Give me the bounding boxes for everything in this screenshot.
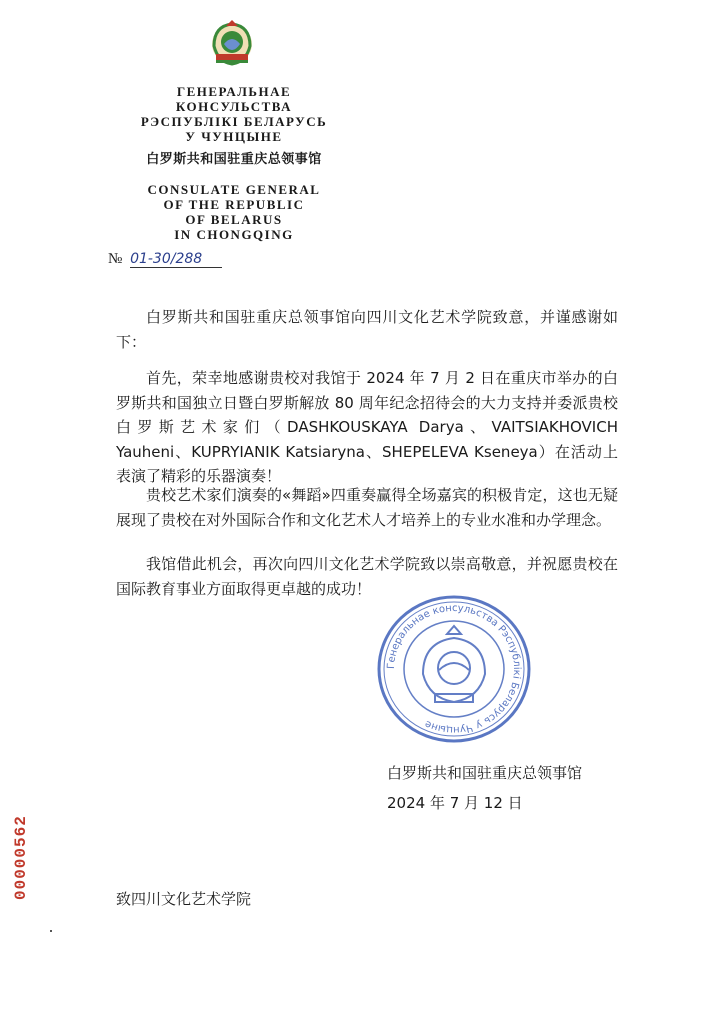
- header-english: [100, 182, 368, 242]
- letter-date: 2024 年 7 月 12 日: [387, 794, 523, 812]
- header-line: OF THE REPUBLIC: [163, 197, 305, 212]
- reference-value: 01-30/288: [130, 251, 222, 268]
- header-line: CONSULATE GENERAL: [147, 182, 321, 197]
- addressee: 致四川文化艺术学院: [116, 890, 252, 908]
- header-chinese: 白罗斯共和国驻重庆总领事馆: [146, 152, 322, 167]
- consulate-seal-icon: [373, 594, 535, 744]
- reference-number: [108, 251, 222, 268]
- letter-paragraph-1: 白罗斯共和国驻重庆总领事馆向四川文化艺术学院致意，并谨感谢如下：: [116, 308, 618, 351]
- sender-name: 白罗斯共和国驻重庆总领事馆: [387, 764, 583, 782]
- svg-text:Генеральнае консульства Рэспуб: [386, 603, 523, 735]
- header-line: РЭСПУБЛІКІ БЕЛАРУСЬ: [140, 114, 328, 129]
- header-line: У ЧУНЦЫНЕ: [185, 129, 283, 144]
- seal-text: Генеральнае консульства Рэспублікі Беларусь у Чунцыне: [385, 602, 523, 736]
- header-belarusian: [100, 84, 368, 144]
- letter-paragraph-3: 贵校艺术家们演奏的«舞蹈»四重奏赢得全场嘉宾的积极肯定，这也无疑展现了贵校在对外国际合作和文化艺术人才培养上的专业水准和办学理念。: [116, 486, 618, 529]
- reference-prefix: №: [108, 251, 123, 267]
- header-line: IN CHONGQING: [174, 227, 294, 242]
- header-line: OF BELARUS: [185, 212, 283, 227]
- belarus-coat-of-arms-icon: [206, 16, 258, 68]
- serial-number: 00000562: [12, 815, 30, 900]
- header-line: ГЕНЕРАЛЬНАЕ: [176, 84, 292, 99]
- letter-paragraph-4: 我馆借此机会，再次向四川文化艺术学院致以崇高敬意，并祝愿贵校在国际教育事业方面取得更卓越的成功！: [116, 555, 618, 598]
- letter-paragraph-2: 首先，荣幸地感谢贵校对我馆于 2024 年 7 月 2 日在重庆市举办的白罗斯共和国独立日暨白罗斯解放 80 周年纪念招待会的大力支持并委派贵校白罗斯艺术家们（DASHKOUSKAYA Darya、VAITSIAKHOVICH Yauheni、KUPRYIANIK Katsiaryna、SHEPELEVA Kseneya）在活动上表演了精彩的乐器演奏！: [116, 369, 618, 485]
- header-line: КОНСУЛЬСТВА: [175, 99, 293, 114]
- scan-speck: [50, 930, 52, 932]
